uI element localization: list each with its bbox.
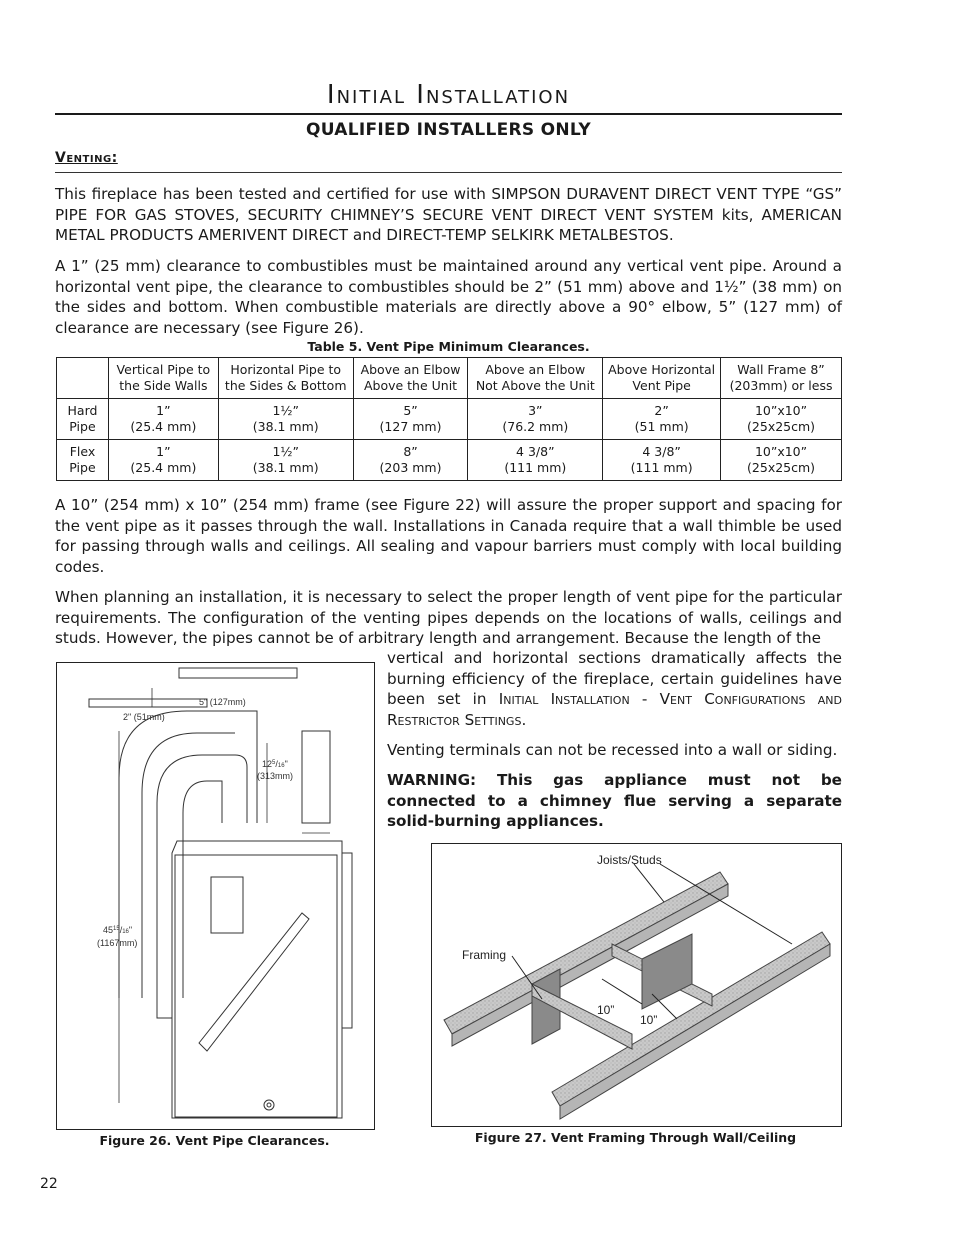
table-cell: 4 3/8” (111 mm) xyxy=(468,440,603,481)
dimension-5in-label: 5" (127mm) xyxy=(199,697,246,707)
dimension-12in-mm: (313mm) xyxy=(257,771,294,781)
table-row xyxy=(57,440,842,481)
intro-paragraph: This fireplace has been tested and certified for use with SIMPSON DURAVENT DIRECT VENT TYPE “GS” PIPE FOR GAS STOVES, SECURITY CHIMNEY’S SECURE VENT DIRECT VENT SYSTEM kits, AMERICAN METAL PRODUCTS AMERIVENT DIRECT and DIRECT-TEMP SELKIRK METALBESTOS. xyxy=(55,185,842,245)
table-cell: 1” (25.4 mm) xyxy=(108,440,218,481)
settings-reference: Initial Installation - Vent Configurations and Restrictor Settings xyxy=(387,690,843,729)
table-header-cell: Above an Elbow Not Above the Unit xyxy=(468,358,603,399)
table-cell: 10”x10” (25x25cm) xyxy=(721,440,842,481)
figure-27-box xyxy=(431,843,842,1127)
depth-10in-label: 10” xyxy=(640,1013,658,1027)
figure-27-caption: Figure 27. Vent Framing Through Wall/Ceiling xyxy=(474,1130,797,1145)
table-cell: 5” (127 mm) xyxy=(353,399,468,440)
table-header-cell: Above an Elbow Above the Unit xyxy=(353,358,468,399)
table-cell: 8” (203 mm) xyxy=(353,440,468,481)
table-cell: 3” (76.2 mm) xyxy=(468,399,603,440)
dimension-12in-label: $12^5/16$" xyxy=(262,759,288,769)
table-header-cell: Above Horizontal Vent Pipe xyxy=(603,358,721,399)
terminal-note: Venting terminals can not be recessed into a wall or siding. xyxy=(387,741,838,759)
table-header-cell xyxy=(57,358,109,399)
page-subtitle: QUALIFIED INSTALLERS ONLY xyxy=(305,120,592,140)
page-number: 22 xyxy=(40,1176,58,1192)
table-cell: 10”x10” (25x25cm) xyxy=(721,399,842,440)
dimension-45in-label: $45^{15}/16$" xyxy=(103,925,133,935)
figure-26-caption: Figure 26. Vent Pipe Clearances. xyxy=(99,1133,330,1148)
clearance-paragraph: A 1” (25 mm) clearance to combustibles must be maintained around any vertical vent pipe. Around a horizontal vent pipe, the clearance to combustibles should be 2” (51 mm) above and 1½” (38 mm) on the sides and bottom. When combustible materials are directly above a 90° elbow, 5” (127 mm) of clearance are necessary (see Figure 26). xyxy=(55,257,842,337)
table-cell: 2” (51 mm) xyxy=(603,399,721,440)
table-row-label: Hard Pipe xyxy=(57,399,109,440)
table-header-cell: Horizontal Pipe to the Sides & Bottom xyxy=(218,358,353,399)
title-rule xyxy=(55,113,842,115)
dimension-45in-mm: (1167mm) xyxy=(97,938,138,948)
figure-26-box xyxy=(56,662,375,1130)
vent-framing-diagram xyxy=(432,844,841,1126)
table-header-cell: Vertical Pipe to the Side Walls xyxy=(108,358,218,399)
section-rule xyxy=(55,172,842,173)
table-row xyxy=(57,399,842,440)
table-cell: 1” (25.4 mm) xyxy=(108,399,218,440)
frame-paragraph: A 10” (254 mm) x 10” (254 mm) frame (see Figure 22) will assure the proper support and spacing for the vent pipe as it passes through the wall. Installations in Canada require that a wall thimble be used for passing through walls and ceilings. All sealing and vapour barriers must comply with local building codes. xyxy=(55,496,842,576)
planning-paragraph: When planning an installation, it is necessary to select the proper length of vent pipe for the particular requirements. The configuration of the venting pipes depends on the locations of walls, ceilings and studs. However, the pipes cannot be of arbitrary length and arrangement. Because the length of the xyxy=(55,588,842,648)
framing-label: Framing xyxy=(462,948,507,962)
section-heading: Venting: xyxy=(55,150,118,166)
page-title: Initial Installation xyxy=(326,80,571,110)
table-row-label: Flex Pipe xyxy=(57,440,109,481)
table-cell: 1½” (38.1 mm) xyxy=(218,440,353,481)
vent-clearance-diagram xyxy=(57,663,374,1129)
width-10in-label: 10” xyxy=(597,1003,615,1017)
table-cell: 4 3/8” (111 mm) xyxy=(603,440,721,481)
table-cell: 1½” (38.1 mm) xyxy=(218,399,353,440)
warning-text: WARNING: This gas appliance must not be connected to a chimney flue serving a separate solid-burning appliances. xyxy=(387,771,842,831)
table-header-cell: Wall Frame 8” (203mm) or less xyxy=(721,358,842,399)
dimension-2in-label: 2" (51mm) xyxy=(123,712,165,722)
planning-paragraph-continued: vertical and horizontal sections dramatically affects the burning efficiency of the fireplace, certain guidelines have been set in Initial Installation - Vent Configurations and Restrictor Settings. xyxy=(387,649,843,729)
clearance-table xyxy=(56,357,842,481)
table-header-row xyxy=(57,358,842,399)
table-caption: Table 5. Vent Pipe Minimum Clearances. xyxy=(307,339,590,354)
joists-label: Joists/Studs xyxy=(597,853,662,867)
